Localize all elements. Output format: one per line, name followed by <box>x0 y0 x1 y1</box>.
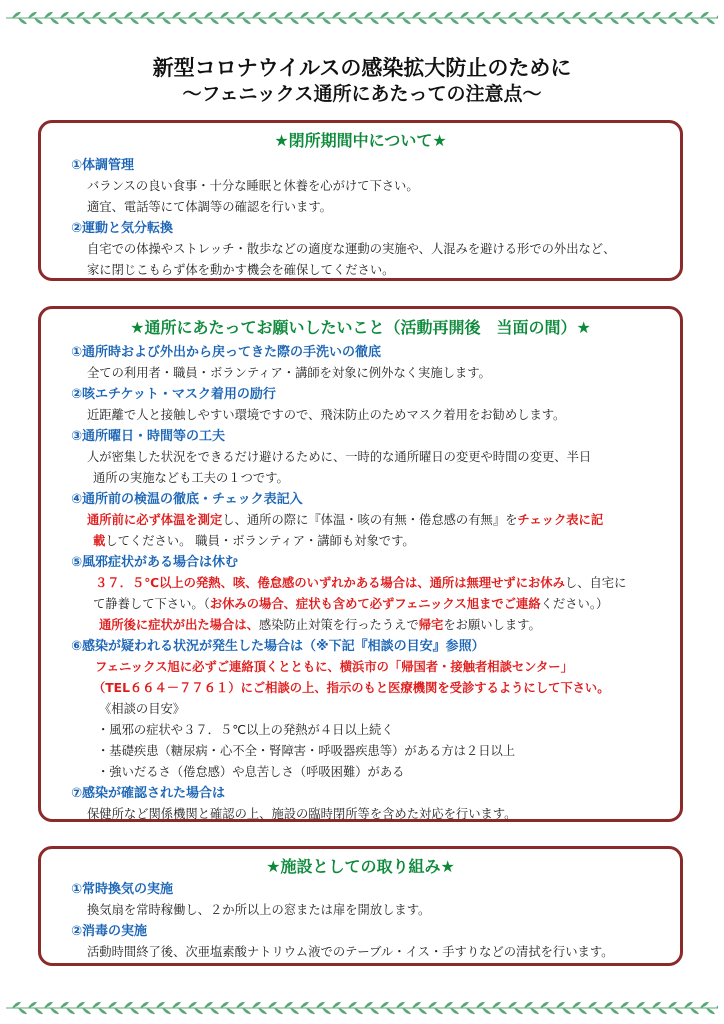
suspected-infection-title: ⑥感染が疑われる状況が発生した場合は（※下記『相談の目安』参照） <box>71 639 485 654</box>
confirmed-infection-line: 保健所など関係機関と確認の上、施設の臨時閉所等を含めた対応を行います。 <box>87 807 517 821</box>
temperature-check-title: ④通所前の検温の徹底・チェック表記入 <box>71 492 303 507</box>
suspected-infection-phone: （TEL６６４－７７６１）にご相談の上、指示のもと医療機関を受診するようにして下さい。 <box>93 681 610 695</box>
exercise-title: ②運動と気分転換 <box>71 221 174 236</box>
cold-symptoms-line-1 <box>95 573 668 594</box>
consultation-guide-item: ・基礎疾患（糖尿病・心不全・腎障害・呼吸器疾患等）がある方は２日以上 <box>97 744 516 758</box>
cold-symptoms-contact-emphasis: お休みの場合、症状も含めて必ずフェニックス旭までご連絡 <box>209 597 541 611</box>
cold-symptoms-text-2: て静養して下さい。（ <box>93 597 210 611</box>
consultation-guide-item: ・風邪の症状や３７．５℃以上の発熱が４日以上続く <box>97 723 394 737</box>
facility-measures-panel <box>38 846 683 966</box>
closure-period-panel <box>38 120 683 281</box>
cold-symptoms-text-4: 感染防止対策を行ったうえで <box>258 618 419 632</box>
decorative-top-border <box>6 8 718 28</box>
consultation-guide-title: 《相談の目安》 <box>99 702 186 716</box>
suspected-infection-center: 横浜市の「帰国者・接触者相談センター」 <box>339 660 573 674</box>
cold-symptoms-rest-emphasis: 無理せずにお休み <box>466 576 565 590</box>
cold-symptoms-go-home: 帰宅 <box>418 618 444 632</box>
facility-measures-heading: ★施設としての取り組み★ <box>266 857 455 876</box>
suspected-infection-contact: フェニックス旭に必ずご連絡頂くとともに、 <box>95 660 340 674</box>
cold-symptoms-fever-criteria: ３７．５℃以上の発熱、咳、倦怠感のいずれかある場合は、通所は <box>95 576 467 590</box>
handwashing-line: 全ての利用者・職員・ボランティア・講師を対象に例外なく実施します。 <box>87 366 491 380</box>
cold-symptoms-title: ⑤風邪症状がある場合は休む <box>71 555 239 570</box>
cold-symptoms-text-1: し、自宅に <box>564 576 627 590</box>
temperature-check-text-2: してください。 職員・ボランティア・講師も対象です。 <box>105 534 415 548</box>
consultation-guide-item: ・強いだるさ（倦怠感）や息苦しさ（呼吸困難）がある <box>97 765 405 779</box>
schedule-adjustment-title: ③通所曜日・時間等の工夫 <box>71 429 226 444</box>
ventilation-title: ①常時換気の実施 <box>71 882 174 897</box>
temperature-check-line-1 <box>87 510 668 531</box>
cold-symptoms-text-3: ください。） <box>540 597 609 611</box>
closure-period-heading: ★閉所期間中について★ <box>274 131 447 150</box>
temperature-check-line-2 <box>93 531 668 552</box>
cold-symptoms-line-3 <box>99 615 668 636</box>
schedule-adjustment-line-2: 通所の実施なども工夫の１つです。 <box>93 471 289 485</box>
disinfection-title: ②消毒の実施 <box>71 924 148 939</box>
temperature-check-emphasis-2: チェック表に記 <box>517 513 604 527</box>
exercise-line-1: 自宅での体操やストレッチ・散歩などの適度な運動の実施や、人混みを避ける形での外出など、 <box>87 242 616 256</box>
health-management-title: ①体調管理 <box>71 158 135 173</box>
schedule-adjustment-line-1: 人が密集した状況をできるだけ避けるために、一時的な通所曜日の変更や時間の変更、半日 <box>87 450 592 464</box>
cough-etiquette-line: 近距離で人と接触しやすい環境ですので、飛沫防止のためマスク着用をお勧めします。 <box>87 408 566 422</box>
cough-etiquette-title: ②咳エチケット・マスク着用の励行 <box>71 387 276 402</box>
health-management-line-2: 適宜、電話等にて体調等の確認を行います。 <box>87 200 332 214</box>
suspected-infection-line-2 <box>93 678 668 699</box>
attendance-requests-heading: ★通所にあたってお願いしたいこと（活動再開後 当面の間）★ <box>130 318 591 337</box>
cold-symptoms-text-5: をお願いします。 <box>443 618 541 632</box>
cold-symptoms-after-attendance: 通所後に症状が出た場合は、 <box>99 618 259 632</box>
disinfection-line: 活動時間終了後、次亜塩素酸ナトリウム液でのテーブル・イス・手すりなどの清拭を行います。 <box>87 945 614 959</box>
health-management-line-1: バランスの良い食事・十分な睡眠と休養を心がけて下さい。 <box>87 179 419 193</box>
page-subtitle: ～フェニックス通所にあたっての注意点～ <box>182 83 542 105</box>
suspected-infection-line-1 <box>95 657 668 678</box>
temperature-check-emphasis-1: 通所前に必ず体温を測定 <box>87 513 223 527</box>
decorative-bottom-border <box>6 998 718 1018</box>
handwashing-title: ①通所時および外出から戻ってきた際の手洗いの徹底 <box>71 345 382 360</box>
temperature-check-text-1: し、通所の際に『体温・咳の有無・倦怠感の有無』を <box>222 513 518 527</box>
page-title: 新型コロナウイルスの感染拡大防止のために <box>152 56 572 80</box>
ventilation-line: 換気扇を常時稼働し、２か所以上の窓または扉を開放します。 <box>87 903 431 917</box>
confirmed-infection-title: ⑦感染が確認された場合は <box>71 786 226 801</box>
temperature-check-emphasis-3: 載 <box>93 534 106 548</box>
cold-symptoms-line-2 <box>93 594 668 615</box>
attendance-requests-panel <box>38 306 683 822</box>
exercise-line-2: 家に閉じこもらず体を動かす機会を確保してください。 <box>87 263 395 277</box>
